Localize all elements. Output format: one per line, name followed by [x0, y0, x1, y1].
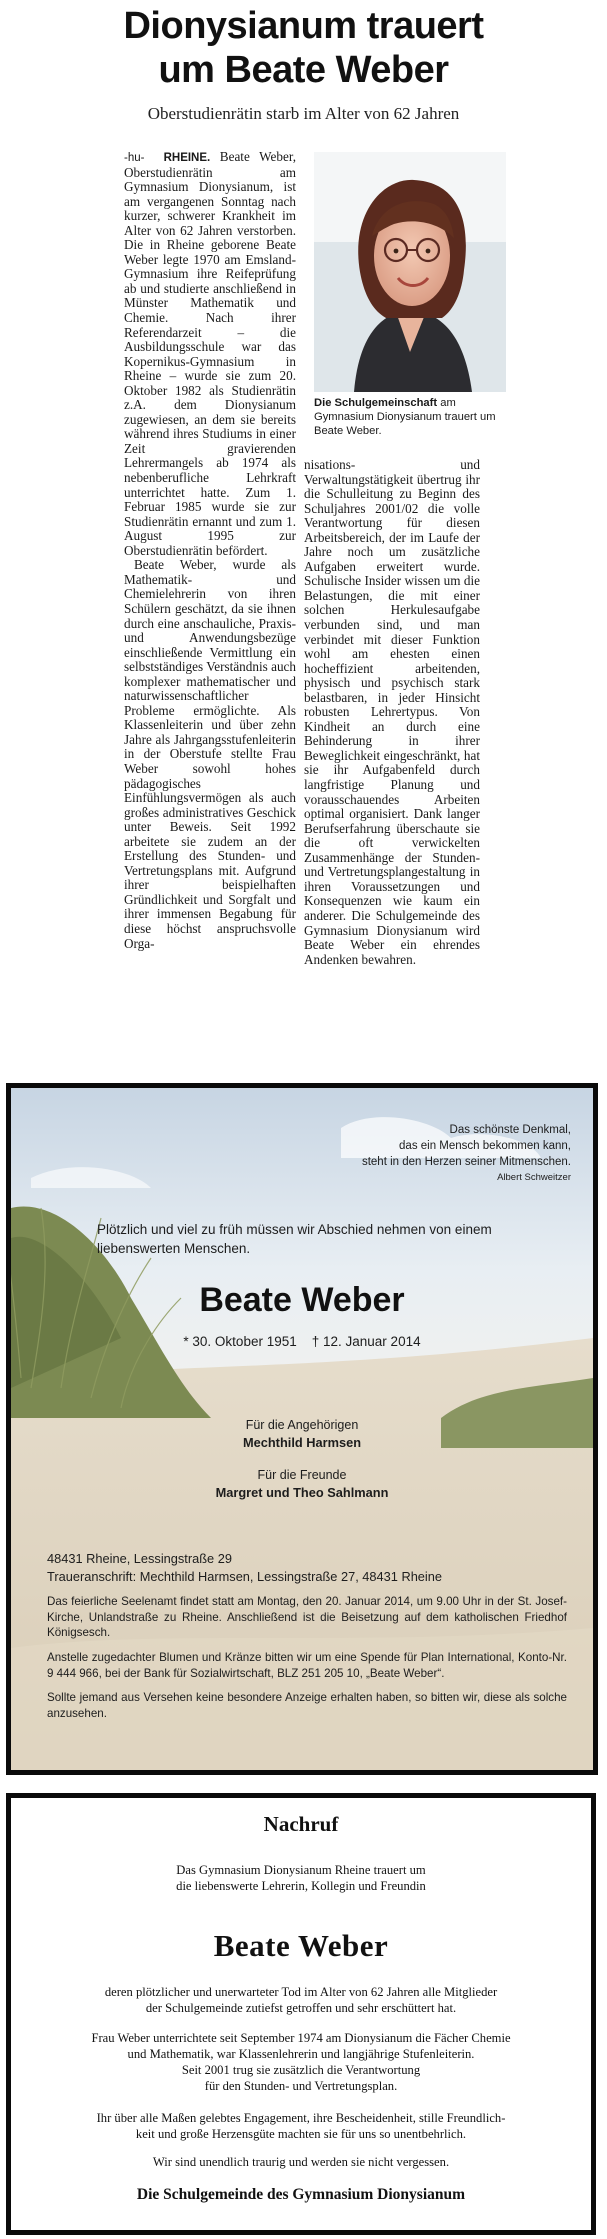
obituary-p2-line-3: Seit 2001 trug sie zusätzlich die Verantwortung [181, 2063, 421, 2077]
article-subheadline: Oberstudienrätin starb im Alter von 62 Jahren [147, 104, 460, 123]
friends-label: Für die Freunde [257, 1468, 347, 1482]
article-paragraph-1-text: Beate Weber, Oberstudienrätin am Gymnasium Dionysianum, ist am vergangenen Sonntag nach kurzer, schwerer Krankheit im Alter von 62 Jahren verstorben. Die in Rheine geborene Beate Weber legte 1970 am Emsland-Gymnasium ihre Reifeprüfung ab und studierte anschließend in Münster Mathematik und Chemie. Nach ihrer Referendarzeit – die Ausbildungsschule war das Kopernikus-Gymnasium in Rheine – wurde sie zum 20. Oktober 1982 als Studienrätin z.A. dem Dionysianum zugewiesen, an dem sie bereits während ihres Studiums in einer Zeit gravierenden Lehrermangels ab 1974 als nebenberufliche Lehrkraft unterrichtet hatte. Zum 1. Februar 1985 wurde sie zur Studienrätin ernannt und zum 1. August 1995 zur Oberstudienrätin befördert. [124, 150, 296, 558]
death-date: † 12. Januar 2014 [311, 1334, 421, 1349]
birth-date: * 30. Oktober 1951 [183, 1334, 297, 1349]
obituary-intro [11, 1862, 591, 1894]
obituary-title: Nachruf [263, 1812, 339, 1836]
notice-intro: Plötzlich und viel zu früh müssen wir Abschied nehmen von einem liebenswerten Menschen. [97, 1222, 492, 1256]
article-paragraph-2: Beate Weber, wurde als Mathematik- und Chemielehrerin von ihren Schülern geschätzt, da sie ihnen durch eine anschauliche, Praxis- und Anwendungsbezüge einschließende Vermittlung ein selbstständiges Verständnis auch komplexer mathematischer und naturwissenschaftlicher Probleme ermöglichte. Als Klassenleiterin und über zehn Jahre als Jahrgangsstufenleiterin in der Oberstufe stellte Frau Weber sowohl hohes pädagogisches Einfühlungsvermögen als auch großes administratives Geschick unter Beweis. Seit 1992 arbeitete sie zudem an der Erstellung des Stunden- und Vertretungsplans mit. Aufgrund ihrer beispielhaften Gründlichkeit und Sorgfalt und ihrer immensen Begabung für diese höchst anspruchsvolle Orga- [124, 557, 296, 951]
quote-line-1: Das schönste Denkmal, [449, 1124, 571, 1136]
donation-info: Anstelle zugedachter Blumen und Kränze bitten wir um eine Spende für Plan International, Konto-Nr. 9 444 966, bei der Bank für Sozialwirtschaft, BLZ 251 205 10, „Beate Weber“. [47, 1651, 567, 1680]
obituary-p3-line-2: keit und große Herzensgüte machten sie für uns so unentbehrlich. [135, 2127, 467, 2141]
friends-name: Margret und Theo Sahlmann [215, 1485, 389, 1500]
address-line-1: 48431 Rheine, Lessingstraße 29 [47, 1551, 232, 1566]
obituary-p2-line-1: Frau Weber unterrichtete seit September 1974 am Dionysianum die Fächer Chemie [91, 2031, 511, 2045]
obituary-paragraph-4: Wir sind unendlich traurig und werden sie nicht vergessen. [152, 2155, 450, 2169]
deceased-name: Beate Weber [199, 1281, 405, 1319]
life-dates [11, 1334, 593, 1349]
author-tag: -hu- [124, 152, 145, 164]
article-paragraph-1 [124, 150, 296, 558]
friends-block [11, 1466, 593, 1502]
obituary-intro-line-2: die liebenswerte Lehrerin, Kollegin und Freundin [176, 1879, 426, 1893]
obituary-p2-line-4: für den Stunden- und Vertretungsplan. [204, 2079, 398, 2093]
obituary-name: Beate Weber [213, 1928, 389, 1963]
obituary-signature: Die Schulgemeinde des Gymnasium Dionysianum [136, 2186, 466, 2203]
obituary-paragraph-2 [11, 2030, 591, 2094]
article-paragraph-3: nisations- und Verwaltungstätigkeit übertrug ihr die Schulleitung zu Beginn des Schuljahres 2001/02 die volle Verantwortung für diesen Arbeitsbereich, der im Laufe der Jahre noch um zusätzliche Aufgaben erweitert wurde. Schulische Insider wissen um die Belastungen, die mit einer solchen Herkulesaufgabe verbunden sind, und man verbindet mit dieser Funktion wohl am ehesten einen hocheffizient arbeitenden, physisch und psychisch stark belastbaren, in jeder Hinsicht robusten Lehrertypus. Von Kindheit an durch eine Behinderung in ihrer Beweglichkeit eingeschränkt, hat sie ihr Aufgabenfeld durch langfristige Planung und vorausschauendes Arbeiten optimal organisiert. Dank langer Berufserfahrung überschaute sie die oft verwickelten Zusammenhänge der Stunden- und Vertretungsplangestaltung in ihren Voraussetzungen und Konsequenzen wie kaum ein anderer. Die Schulgemeinde des Gymnasium Dionysianum wird Beate Weber ein ehrendes Andenken bewahren. [304, 458, 480, 967]
obituary-paragraph-1 [11, 1984, 591, 2016]
family-label: Für die Angehörigen [245, 1418, 359, 1432]
obituary [6, 1793, 596, 2235]
caption-text: am Gymnasium Dionysianum trauert um Beate Weber. [314, 397, 496, 437]
obituary-p1-line-1: deren plötzlicher und unerwarteter Tod im Alter von 62 Jahren alle Mitglieder [104, 1985, 498, 1999]
obituary-p1-line-2: der Schulgemeinde zutiefst getroffen und sehr erschüttert hat. [145, 2001, 457, 2015]
article-column-2 [304, 458, 480, 1052]
obituary-p3-line-1: Ihr über alle Maßen gelebtes Engagement, ihre Bescheidenheit, stille Freundlich- [96, 2111, 506, 2125]
article-headline [0, 4, 607, 92]
family-name: Mechthild Harmsen [242, 1435, 362, 1450]
death-notice [6, 1083, 598, 1775]
portrait-photo [314, 152, 506, 392]
obituary-p2-line-2: und Mathematik, war Klassenlehrerin und langjährige Stufenleiterin. [127, 2047, 475, 2061]
quote [362, 1122, 571, 1170]
photo-caption [314, 396, 510, 438]
headline-line-2: um Beate Weber [158, 49, 449, 91]
portrait-illustration [314, 152, 506, 392]
quote-line-2: das ein Mensch bekommen kann, [399, 1140, 571, 1152]
quote-line-3: steht in den Herzen seiner Mitmenschen. [361, 1156, 571, 1168]
dateline: RHEINE. [163, 152, 211, 164]
article-column-1 [124, 150, 296, 1052]
service-info: Das feierliche Seelenamt findet statt am Montag, den 20. Januar 2014, um 9.00 Uhr in der St. Josef-Kirche, Unlandstraße zu Rheine. Anschließend ist die Beisetzung auf dem katholischen Friedhof Königsesch. [47, 1595, 567, 1639]
headline-line-1: Dionysianum trauert [123, 5, 484, 47]
obituary-intro-line-1: Das Gymnasium Dionysianum Rheine trauert um [176, 1863, 426, 1877]
caption-bold: Die Schulgemeinschaft [314, 397, 438, 409]
address-line-2: Traueranschrift: Mechthild Harmsen, Lessingstraße 27, 48431 Rheine [47, 1569, 443, 1584]
apology-note: Sollte jemand aus Versehen keine besondere Anzeige erhalten haben, so bitten wir, diese als solche anzusehen. [47, 1691, 567, 1720]
quote-author: Albert Schweitzer [497, 1172, 571, 1183]
obituary-paragraph-3 [11, 2110, 591, 2142]
family-block [11, 1416, 593, 1452]
